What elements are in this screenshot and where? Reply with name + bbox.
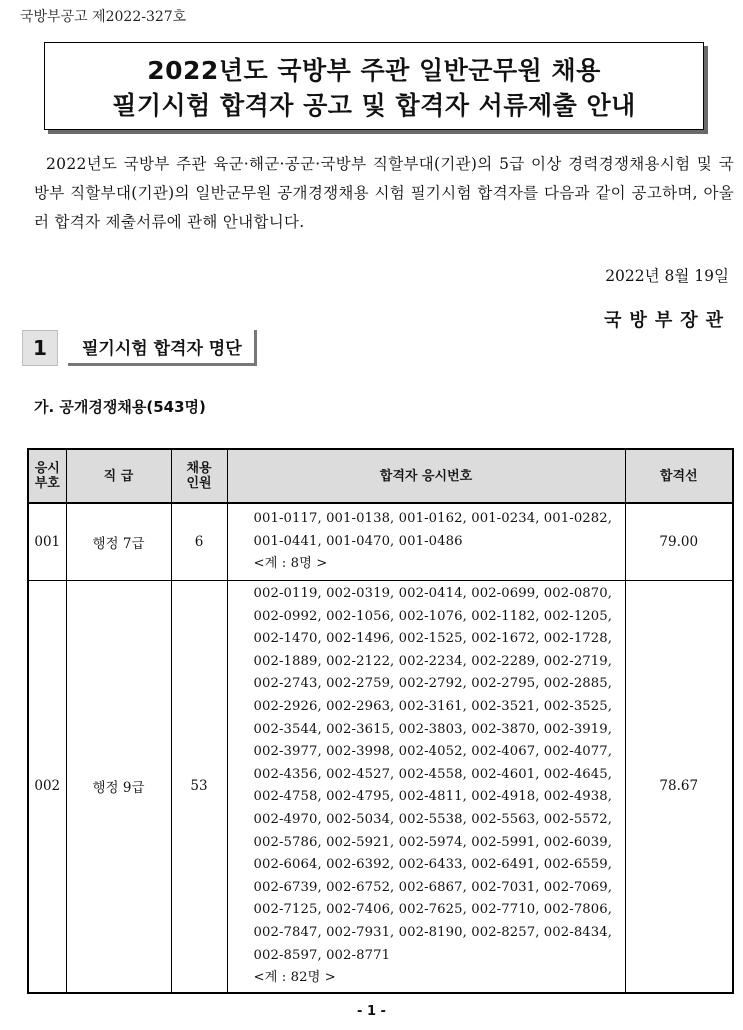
exam-number-line: 002-2743, 002-2759, 002-2792, 002-2795, 002-2885, bbox=[253, 676, 613, 692]
header-code-text: 응시 부호 bbox=[34, 461, 60, 491]
cell-cutline: 78.67 bbox=[625, 581, 733, 993]
title-line-1: 2022년도 국방부 주관 일반군무원 채용 bbox=[147, 56, 601, 85]
exam-number-line: 002-3544, 002-3615, 002-3803, 002-3870, 002-3919, bbox=[253, 721, 613, 737]
section-title: 필기시험 합격자 명단 bbox=[68, 330, 257, 366]
header-grade: 직 급 bbox=[66, 449, 171, 503]
exam-number-line: 002-8597, 002-8771 bbox=[253, 947, 391, 963]
section-heading bbox=[22, 330, 257, 366]
header-count bbox=[171, 449, 227, 503]
exam-number-line: 002-4356, 002-4527, 002-4558, 002-4601, 002-4645, bbox=[253, 766, 613, 782]
cell-numbers bbox=[227, 503, 625, 581]
exam-number-line: 002-3977, 002-3998, 002-4052, 002-4067, 002-4077, bbox=[253, 744, 613, 760]
signer: 국방부장관 bbox=[604, 310, 731, 331]
header-cutline: 합격선 bbox=[625, 449, 733, 503]
exam-number-line: 002-6064, 002-6392, 002-6433, 002-6491, 002-6559, bbox=[253, 857, 613, 873]
exam-number-line: 002-1889, 002-2122, 002-2234, 002-2289, 002-2719, bbox=[253, 653, 613, 669]
cell-grade: 행정 9급 bbox=[66, 581, 171, 993]
subsection-title: 가. 공개경쟁채용(543명) bbox=[34, 398, 206, 416]
exam-number-line: 001-0117, 001-0138, 001-0162, 001-0234, 001-0282, bbox=[253, 511, 613, 527]
exam-number-line: 002-0119, 002-0319, 002-0414, 002-0699, 002-0870, bbox=[253, 586, 613, 601]
exam-number-line: <계 : 82명 > bbox=[253, 970, 336, 986]
exam-number-line: 002-7847, 002-7931, 002-8190, 002-8257, 002-8434, bbox=[253, 924, 613, 940]
cell-grade: 행정 7급 bbox=[66, 503, 171, 581]
page-number: - 1 - bbox=[357, 1004, 386, 1019]
table-row bbox=[28, 503, 733, 581]
cell-count: 6 bbox=[171, 503, 227, 581]
table-header-row bbox=[28, 449, 733, 503]
section-number: 1 bbox=[22, 330, 58, 366]
exam-number-line: 001-0441, 001-0470, 001-0486 bbox=[253, 533, 463, 549]
header-numbers: 합격자 응시번호 bbox=[227, 449, 625, 503]
notice-number: 국방부공고 제2022-327호 bbox=[20, 9, 187, 25]
exam-number-line: 002-2926, 002-2963, 002-3161, 002-3521, 002-3525, bbox=[253, 698, 613, 714]
header-code bbox=[28, 449, 66, 503]
cell-code: 002 bbox=[28, 581, 66, 993]
exam-number-line: 002-4758, 002-4795, 002-4811, 002-4918, 002-4938, bbox=[253, 789, 613, 805]
cell-count: 53 bbox=[171, 581, 227, 993]
header-count-text: 채용 인원 bbox=[186, 461, 212, 491]
table-row bbox=[28, 581, 733, 993]
intro-paragraph: 2022년도 국방부 주관 육군·해군·공군·국방부 직할부대(기관)의 5급 이상 경력경쟁채용시험 및 국방부 직할부대(기관)의 일반군무원 공개경쟁채용 시험 필기시험 합격자를 다음과 같이 공고하며, 아울러 합격자 제출서류에 관해 안내합니다. bbox=[34, 155, 734, 231]
cell-numbers bbox=[227, 581, 625, 993]
title-box bbox=[44, 42, 704, 130]
results-table bbox=[27, 448, 734, 994]
title-line-2: 필기시험 합격자 공고 및 합격자 서류제출 안내 bbox=[112, 91, 636, 120]
exam-number-line: 002-4970, 002-5034, 002-5538, 002-5563, 002-5572, bbox=[253, 811, 613, 827]
exam-number-line: 002-0992, 002-1056, 002-1076, 002-1182, 002-1205, bbox=[253, 608, 613, 624]
exam-number-line: 002-1470, 002-1496, 002-1525, 002-1672, 002-1728, bbox=[253, 631, 613, 647]
cell-code: 001 bbox=[28, 503, 66, 581]
exam-number-line: 002-6739, 002-6752, 002-6867, 002-7031, 002-7069, bbox=[253, 879, 613, 895]
announcement-date: 2022년 8월 19일 bbox=[605, 267, 729, 285]
cell-cutline: 79.00 bbox=[625, 503, 733, 581]
exam-number-line: <계 : 8명 > bbox=[253, 556, 328, 572]
exam-number-line: 002-7125, 002-7406, 002-7625, 002-7710, 002-7806, bbox=[253, 902, 613, 918]
exam-number-line: 002-5786, 002-5921, 002-5974, 002-5991, 002-6039, bbox=[253, 834, 613, 850]
